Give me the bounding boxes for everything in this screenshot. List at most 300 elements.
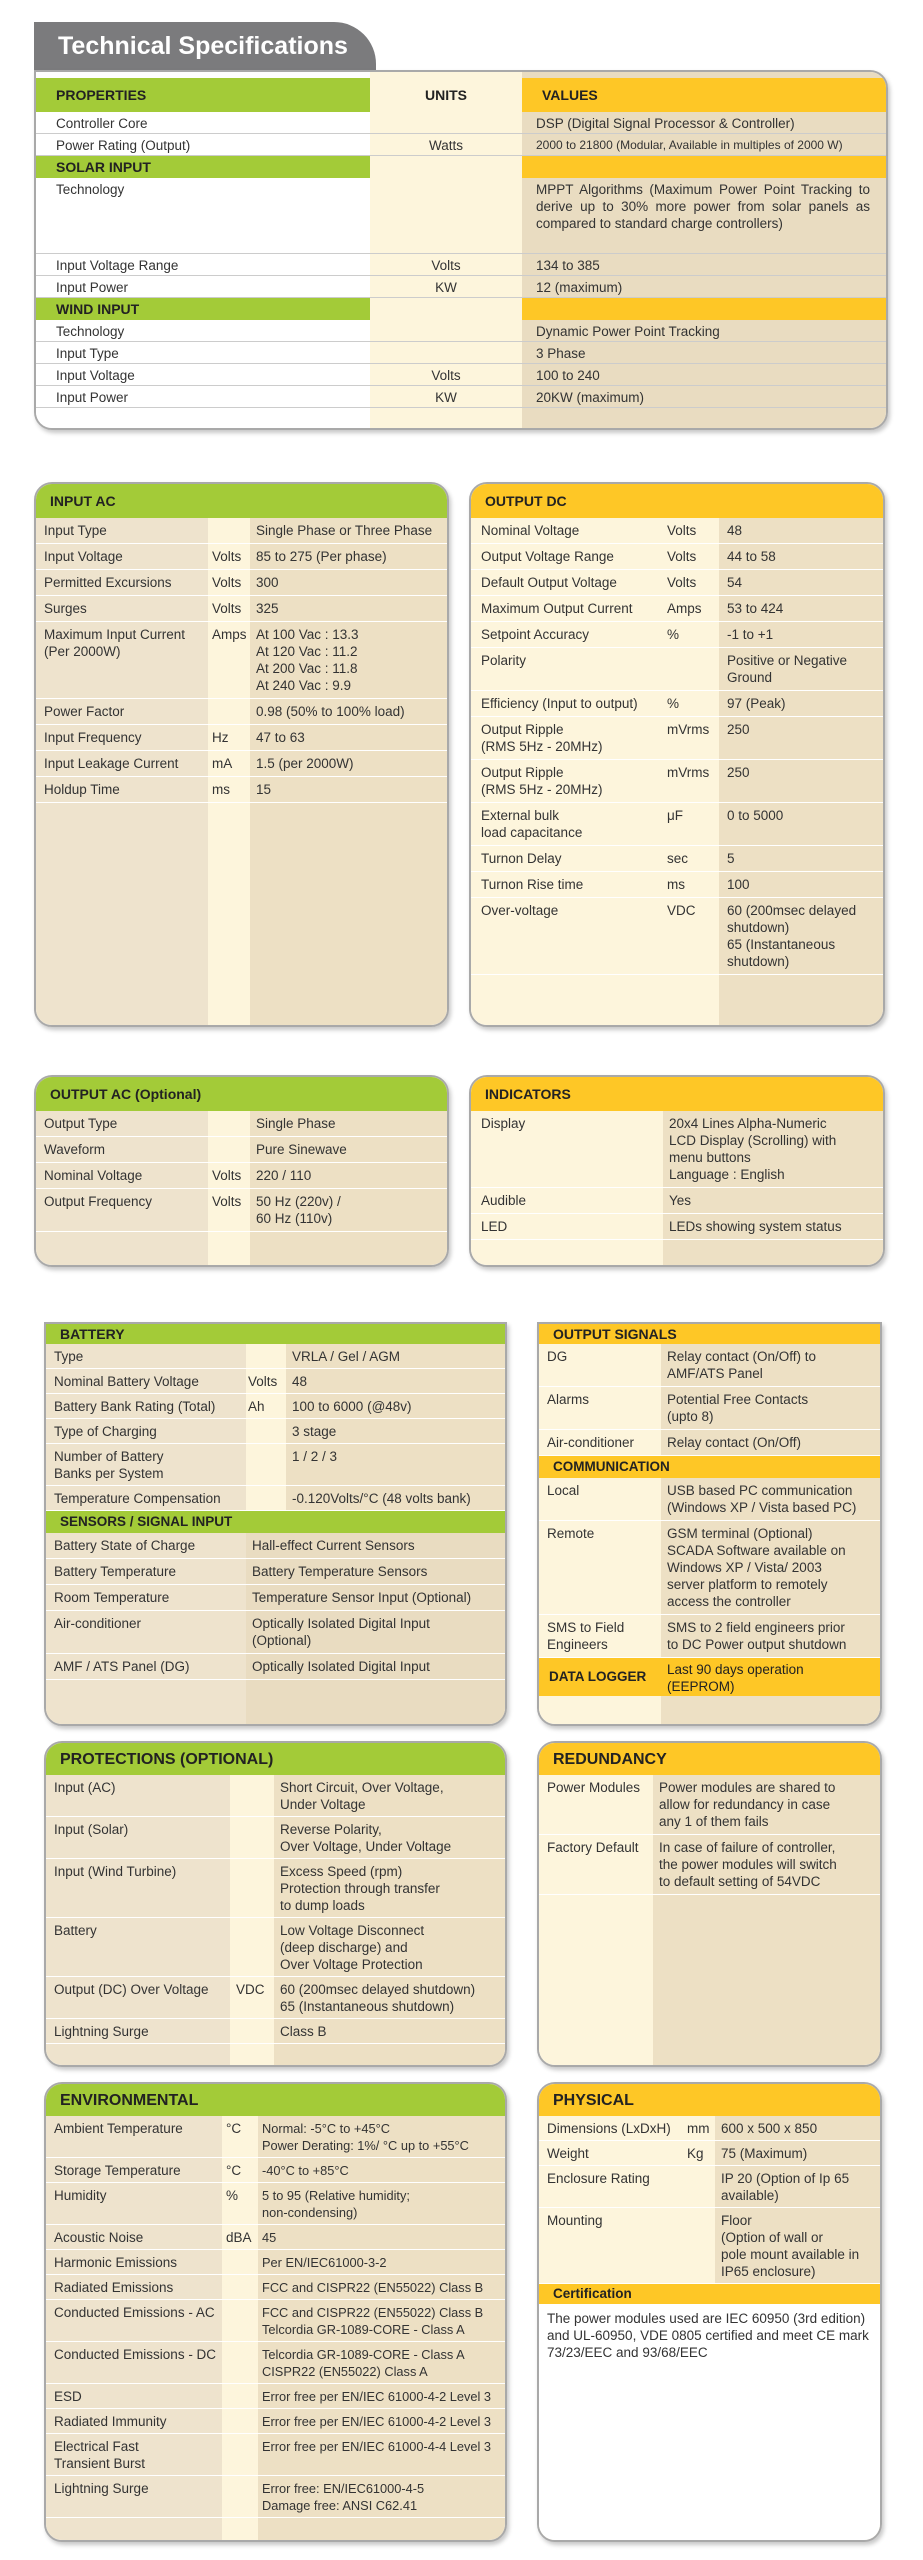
cell-v: VRLA / Gel / AGM bbox=[292, 1349, 401, 1364]
spec-row bbox=[46, 2116, 505, 2158]
cell-u: Volts bbox=[212, 575, 242, 590]
cell-u: Ah bbox=[248, 1399, 265, 1414]
spec-row bbox=[539, 1387, 880, 1430]
cell-v: Low Voltage Disconnect (deep discharge) and Over Voltage Protection bbox=[280, 1923, 425, 1972]
main-spec-table bbox=[34, 70, 888, 430]
section-header: INDICATORS bbox=[471, 1077, 883, 1111]
cell-p: Input (Solar) bbox=[54, 1822, 129, 1837]
spec-row bbox=[36, 1111, 447, 1137]
spec-row bbox=[46, 1977, 505, 2019]
cell-property: Technology bbox=[56, 324, 125, 339]
cell-v: Error free per EN/IEC 61000-4-4 Level 3 bbox=[262, 2439, 492, 2454]
cell-v: 44 to 58 bbox=[727, 549, 776, 564]
cell-p: Waveform bbox=[44, 1142, 106, 1157]
cell-p: Maximum Input Current (Per 2000W) bbox=[44, 627, 186, 659]
section-spacer bbox=[522, 156, 886, 178]
cell-v: GSM terminal (Optional) SCADA Software available on Windows XP / Vista/ 2003 server platform to remotely access the controller bbox=[667, 1526, 846, 1609]
cell-property: Input Voltage Range bbox=[56, 258, 179, 273]
spec-row bbox=[36, 596, 447, 622]
cell-p: Alarms bbox=[547, 1392, 590, 1407]
cell-property: Input Type bbox=[56, 346, 119, 361]
cell-v: Single Phase bbox=[256, 1116, 336, 1131]
cell-v: 100 bbox=[727, 877, 750, 892]
spec-row bbox=[471, 518, 883, 544]
cell-units: Volts bbox=[431, 258, 461, 273]
cell-u: Kg bbox=[687, 2146, 704, 2161]
cell-u: % bbox=[667, 696, 680, 711]
section-header: OUTPUT AC (Optional) bbox=[36, 1077, 447, 1111]
cell-v: 20x4 Lines Alpha-Numeric LCD Display (Scrolling) with menu buttons Language : English bbox=[669, 1116, 837, 1182]
cell-p: Output Type bbox=[44, 1116, 118, 1131]
spec-row bbox=[36, 570, 447, 596]
spec-row bbox=[46, 1344, 505, 1369]
cell-p: Setpoint Accuracy bbox=[481, 627, 590, 642]
spec-row bbox=[36, 1137, 447, 1163]
spec-row bbox=[471, 1188, 883, 1214]
spec-row bbox=[539, 2166, 880, 2208]
section-header: INPUT AC bbox=[36, 484, 447, 518]
cell-p: Harmonic Emissions bbox=[54, 2255, 178, 2270]
cell-p: Permitted Excursions bbox=[44, 575, 172, 590]
cell-p: Default Output Voltage bbox=[481, 575, 617, 590]
cell-value: Dynamic Power Point Tracking bbox=[536, 324, 720, 339]
cell-u: Amps bbox=[212, 627, 247, 642]
cell-v: 600 x 500 x 850 bbox=[721, 2121, 818, 2136]
cell-p: Output Frequency bbox=[44, 1194, 153, 1209]
spec-row bbox=[539, 2141, 880, 2166]
cell-p: Battery State of Charge bbox=[54, 1538, 196, 1553]
spec-row bbox=[539, 1615, 880, 1658]
cell-p: Display bbox=[481, 1116, 526, 1131]
cell-u: % bbox=[226, 2188, 239, 2203]
cell-v: 48 bbox=[292, 1374, 308, 1389]
cell-p: Power Factor bbox=[44, 704, 125, 719]
cell-u: Volts bbox=[667, 523, 697, 538]
cell-p: AMF / ATS Panel (DG) bbox=[54, 1659, 190, 1674]
cell-p: Input Leakage Current bbox=[44, 756, 179, 771]
cell-v: Telcordia GR-1089-CORE - Class A CISPR22 (EN55022) Class A bbox=[262, 2347, 465, 2379]
cell-p: Output Ripple (RMS 5Hz - 20MHz) bbox=[481, 722, 603, 754]
cell-p: Factory Default bbox=[547, 1840, 639, 1855]
cell-v: Optically Isolated Digital Input bbox=[252, 1659, 430, 1674]
spec-row bbox=[539, 2116, 880, 2141]
cell-p: Turnon Rise time bbox=[481, 877, 584, 892]
cell-u: VDC bbox=[236, 1982, 265, 1997]
spec-row bbox=[471, 846, 883, 872]
cell-u: Volts bbox=[212, 601, 242, 616]
spec-row bbox=[36, 518, 447, 544]
cell-v: USB based PC communication (Windows XP / Vista based PC) bbox=[667, 1483, 857, 1515]
cell-u: Volts bbox=[212, 1194, 242, 1209]
section-header: REDUNDANCY bbox=[539, 1743, 880, 1775]
spec-row bbox=[46, 1419, 505, 1444]
spec-row bbox=[471, 544, 883, 570]
section-label: WIND INPUT bbox=[36, 298, 370, 320]
cell-v: Relay contact (On/Off) bbox=[667, 1435, 802, 1450]
spec-row bbox=[46, 1559, 505, 1585]
cell-p: Holdup Time bbox=[44, 782, 120, 797]
cell-value: 3 Phase bbox=[536, 346, 586, 361]
cell-v: 45 bbox=[262, 2230, 277, 2245]
cell-v: 54 bbox=[727, 575, 743, 590]
cell-p: Humidity bbox=[54, 2188, 107, 2203]
cell-v: Temperature Sensor Input (Optional) bbox=[252, 1590, 472, 1605]
cell-v: 48 bbox=[727, 523, 743, 538]
cell-p: Acoustic Noise bbox=[54, 2230, 144, 2245]
cell-property: Input Power bbox=[56, 280, 129, 295]
cell-u: Hz bbox=[212, 730, 229, 745]
cell-value: 2000 to 21800 (Modular, Available in multiples of 2000 W) bbox=[536, 138, 843, 152]
cell-p: Weight bbox=[547, 2146, 589, 2161]
cell-v: 250 bbox=[727, 765, 750, 780]
cell-u: mVrms bbox=[667, 722, 710, 737]
cell-p: Input (AC) bbox=[54, 1780, 116, 1795]
environmental-panel bbox=[44, 2082, 507, 2542]
cell-p: Nominal Voltage bbox=[481, 523, 580, 538]
cell-p: Nominal Voltage bbox=[44, 1168, 143, 1183]
cell-u: Volts bbox=[667, 575, 697, 590]
spec-row bbox=[36, 320, 886, 342]
spec-row bbox=[46, 2434, 505, 2476]
cell-p: Room Temperature bbox=[54, 1590, 170, 1605]
spec-row bbox=[46, 1817, 505, 1859]
cell-u: mm bbox=[687, 2121, 710, 2136]
cell-u: °C bbox=[226, 2121, 242, 2136]
battery-panel bbox=[44, 1322, 507, 1726]
cell-u: Volts bbox=[212, 1168, 242, 1183]
spec-row bbox=[46, 2342, 505, 2384]
cell-p: Air-conditioner bbox=[547, 1435, 635, 1450]
spec-row bbox=[46, 1533, 505, 1559]
section-spacer bbox=[370, 156, 522, 178]
output-ac-panel bbox=[34, 1075, 449, 1267]
cell-p: Air-conditioner bbox=[54, 1616, 142, 1631]
spec-row bbox=[539, 1478, 880, 1521]
spec-row bbox=[46, 2275, 505, 2300]
spec-row bbox=[36, 699, 447, 725]
spec-row bbox=[36, 1189, 447, 1232]
cell-p: Electrical Fast Transient Burst bbox=[54, 2439, 146, 2471]
cell-p: SMS to Field Engineers bbox=[547, 1620, 625, 1652]
output-dc-panel bbox=[469, 482, 885, 1027]
section-header: Certification bbox=[539, 2284, 880, 2304]
cell-p: Input Voltage bbox=[44, 549, 123, 564]
cell-v: FCC and CISPR22 (EN55022) Class B Telcordia GR-1089-CORE - Class A bbox=[262, 2305, 484, 2337]
cell-v: Single Phase or Three Phase bbox=[256, 523, 433, 538]
page-title: Technical Specifications bbox=[34, 22, 376, 72]
spec-row bbox=[471, 803, 883, 846]
spec-row bbox=[36, 725, 447, 751]
cell-p: LED bbox=[481, 1219, 508, 1234]
section-header: OUTPUT DC bbox=[471, 484, 883, 518]
input-ac-panel bbox=[34, 482, 449, 1027]
protections-panel bbox=[44, 1741, 507, 2067]
cell-v: Positive or Negative Ground bbox=[727, 653, 848, 685]
spec-row bbox=[36, 386, 886, 408]
cell-p: Type of Charging bbox=[54, 1424, 157, 1439]
cell-v: 53 to 424 bbox=[727, 601, 784, 616]
cell-v: 250 bbox=[727, 722, 750, 737]
cell-value: MPPT Algorithms (Maximum Power Point Tracking to derive up to 30% more power from solar panels as compared to standard charge controllers) bbox=[536, 182, 870, 231]
cell-v: 60 (200msec delayed shutdown) 65 (Instantaneous shutdown) bbox=[727, 903, 857, 969]
spec-row bbox=[471, 570, 883, 596]
spec-row bbox=[46, 1486, 505, 1511]
spec-row bbox=[36, 342, 886, 364]
spec-row bbox=[36, 254, 886, 276]
section-spacer bbox=[522, 298, 886, 320]
cell-units: Volts bbox=[431, 368, 461, 383]
cell-v: Floor (Option of wall or pole mount available in IP65 enclosure) bbox=[721, 2213, 860, 2279]
cell-u: Amps bbox=[667, 601, 702, 616]
spec-row bbox=[46, 2225, 505, 2250]
section-header-label: DATA LOGGER bbox=[549, 1669, 647, 1684]
cell-v: Short Circuit, Over Voltage, Under Voltage bbox=[280, 1780, 444, 1812]
cell-v: Pure Sinewave bbox=[256, 1142, 347, 1157]
cell-v: Hall-effect Current Sensors bbox=[252, 1538, 415, 1553]
cell-u: ms bbox=[667, 877, 685, 892]
cell-p: Over-voltage bbox=[481, 903, 559, 918]
spec-row bbox=[539, 2208, 880, 2284]
cell-v: 3 stage bbox=[292, 1424, 337, 1439]
cell-p: Type bbox=[54, 1349, 84, 1364]
spec-row bbox=[471, 898, 883, 975]
section-label: SOLAR INPUT bbox=[36, 156, 370, 178]
cell-v: 0 to 5000 bbox=[727, 808, 784, 823]
cell-v: Optically Isolated Digital Input (Optional) bbox=[252, 1616, 430, 1648]
spec-row bbox=[471, 1214, 883, 1240]
cell-v: Per EN/IEC61000-3-2 bbox=[262, 2255, 387, 2270]
cell-u: dBA bbox=[226, 2230, 252, 2245]
cell-property: Input Voltage bbox=[56, 368, 135, 383]
spec-row bbox=[36, 751, 447, 777]
spec-row bbox=[539, 1775, 880, 1835]
section-spacer bbox=[370, 298, 522, 320]
cell-v: Error free: EN/IEC61000-4-5 Damage free: ANSI C62.41 bbox=[262, 2481, 425, 2513]
section-header: BATTERY bbox=[46, 1324, 505, 1344]
cell-v: Class B bbox=[280, 2024, 327, 2039]
spec-row bbox=[471, 691, 883, 717]
cell-p: Radiated Emissions bbox=[54, 2280, 174, 2295]
spec-row bbox=[471, 622, 883, 648]
cell-u: mVrms bbox=[667, 765, 710, 780]
cell-p: Maximum Output Current bbox=[481, 601, 633, 616]
cell-p: Power Modules bbox=[547, 1780, 641, 1795]
cell-v: 300 bbox=[256, 575, 279, 590]
cell-v: Error free per EN/IEC 61000-4-2 Level 3 bbox=[262, 2389, 492, 2404]
cell-p: Input Frequency bbox=[44, 730, 142, 745]
cell-v: Yes bbox=[669, 1193, 692, 1208]
spec-row bbox=[46, 1369, 505, 1394]
spec-row bbox=[46, 2250, 505, 2275]
values-header: VALUES bbox=[542, 87, 598, 103]
cell-p: Storage Temperature bbox=[54, 2163, 181, 2178]
spec-row bbox=[46, 1859, 505, 1918]
cell-value: 100 to 240 bbox=[536, 368, 600, 383]
cell-p: Input (Wind Turbine) bbox=[54, 1864, 177, 1879]
spec-row bbox=[46, 1394, 505, 1419]
cell-v: -0.120Volts/°C (48 volts bank) bbox=[292, 1491, 471, 1506]
cell-p: Conducted Emissions - DC bbox=[54, 2347, 217, 2362]
cell-v: FCC and CISPR22 (EN55022) Class B bbox=[262, 2280, 484, 2295]
spec-row bbox=[471, 648, 883, 691]
cell-p: ESD bbox=[54, 2389, 82, 2404]
cell-units: Watts bbox=[428, 138, 463, 153]
cell-v: Battery Temperature Sensors bbox=[252, 1564, 428, 1579]
cell-u: Volts bbox=[248, 1374, 278, 1389]
properties-header: PROPERTIES bbox=[56, 87, 147, 103]
spec-row bbox=[46, 2158, 505, 2183]
cell-p: Surges bbox=[44, 601, 87, 616]
cell-p: Local bbox=[547, 1483, 580, 1498]
cell-v: 47 to 63 bbox=[256, 730, 305, 745]
cell-v: -1 to +1 bbox=[727, 627, 774, 642]
spec-row bbox=[471, 717, 883, 760]
cell-units: KW bbox=[435, 280, 457, 295]
cell-v: Potential Free Contacts (upto 8) bbox=[667, 1392, 809, 1424]
cell-v: -40°C to +85°C bbox=[262, 2163, 349, 2178]
cell-value: DSP (Digital Signal Processor & Controller) bbox=[536, 116, 795, 131]
section-header bbox=[539, 1658, 880, 1696]
cell-v: Reverse Polarity, Over Voltage, Under Voltage bbox=[280, 1822, 452, 1854]
spec-row bbox=[36, 112, 886, 134]
cell-v: LEDs showing system status bbox=[669, 1219, 842, 1234]
section-header: COMMUNICATION bbox=[539, 1456, 880, 1478]
cell-v: 100 to 6000 (@48v) bbox=[292, 1399, 412, 1414]
spec-row bbox=[36, 134, 886, 156]
cell-v: In case of failure of controller, the power modules will switch to default setting of 54VDC bbox=[659, 1840, 837, 1889]
spec-row bbox=[46, 1585, 505, 1611]
cell-p: Output Voltage Range bbox=[481, 549, 614, 564]
spec-row bbox=[36, 622, 447, 699]
spec-row bbox=[46, 2019, 505, 2044]
section-row bbox=[36, 156, 886, 178]
indicators-panel bbox=[469, 1075, 885, 1267]
cell-p: Ambient Temperature bbox=[54, 2121, 183, 2136]
cell-v: 220 / 110 bbox=[256, 1168, 312, 1183]
cell-v: 97 (Peak) bbox=[727, 696, 786, 711]
cell-units: KW bbox=[435, 390, 457, 405]
spec-row bbox=[46, 2300, 505, 2342]
spec-row bbox=[471, 872, 883, 898]
cell-v: Power modules are shared to allow for redundancy in case any 1 of them fails bbox=[659, 1780, 836, 1829]
spec-row bbox=[539, 1835, 880, 1895]
cell-p: Remote bbox=[547, 1526, 595, 1541]
section-header: OUTPUT SIGNALS bbox=[539, 1324, 880, 1344]
section-header: PROTECTIONS (OPTIONAL) bbox=[46, 1743, 505, 1775]
cell-v: 75 (Maximum) bbox=[721, 2146, 808, 2161]
spec-row bbox=[46, 2183, 505, 2225]
cell-u: μF bbox=[667, 808, 684, 823]
physical-panel bbox=[537, 2082, 882, 2542]
certification-text: The power modules used are IEC 60950 (3rd edition) and UL-60950, VDE 0805 certified and meet CE mark 73/23/EEC and 93/68/EEC bbox=[547, 2311, 869, 2360]
cell-v: 1 / 2 / 3 bbox=[292, 1449, 338, 1464]
cell-p: Efficiency (Input to output) bbox=[481, 696, 638, 711]
cell-p: Output (DC) Over Voltage bbox=[54, 1982, 209, 1997]
cell-p: Audible bbox=[481, 1193, 527, 1208]
cell-u: ms bbox=[212, 782, 230, 797]
cell-p: External bulk load capacitance bbox=[481, 808, 583, 840]
spec-row bbox=[36, 777, 447, 803]
spec-row bbox=[46, 2476, 505, 2518]
cell-v: 0.98 (50% to 100% load) bbox=[256, 704, 405, 719]
cell-value: 12 (maximum) bbox=[536, 280, 623, 295]
cell-p: Temperature Compensation bbox=[54, 1491, 221, 1506]
cell-property: Power Rating (Output) bbox=[56, 138, 191, 153]
cell-p: Enclosure Rating bbox=[547, 2171, 650, 2186]
spec-row bbox=[36, 1163, 447, 1189]
cell-p: Output Ripple (RMS 5Hz - 20MHz) bbox=[481, 765, 603, 797]
cell-u: Volts bbox=[667, 549, 697, 564]
cell-value: 134 to 385 bbox=[536, 258, 600, 273]
cell-p: Battery bbox=[54, 1923, 97, 1938]
section-row bbox=[36, 298, 886, 320]
cell-v: 5 bbox=[727, 851, 735, 866]
cell-u: mA bbox=[212, 756, 233, 771]
main-table-header bbox=[36, 78, 886, 112]
cell-v: 325 bbox=[256, 601, 279, 616]
cell-p: Conducted Emissions - AC bbox=[54, 2305, 215, 2320]
section-header: PHYSICAL bbox=[539, 2084, 880, 2116]
cell-v: At 100 Vac : 13.3 At 120 Vac : 11.2 At 200 Vac : 11.8 At 240 Vac : 9.9 bbox=[256, 627, 359, 693]
spec-row bbox=[46, 1654, 505, 1680]
cell-p: Turnon Delay bbox=[481, 851, 562, 866]
cell-p: Lightning Surge bbox=[54, 2481, 149, 2496]
spec-row bbox=[539, 1344, 880, 1387]
cell-p: Radiated Immunity bbox=[54, 2414, 167, 2429]
cell-p: Battery Temperature bbox=[54, 1564, 177, 1579]
spec-row bbox=[36, 544, 447, 570]
spec-row bbox=[46, 2409, 505, 2434]
cell-property: Controller Core bbox=[56, 116, 148, 131]
spec-row bbox=[46, 2384, 505, 2409]
cell-v: Relay contact (On/Off) to AMF/ATS Panel bbox=[667, 1349, 817, 1381]
spec-row bbox=[36, 364, 886, 386]
cell-v: SMS to 2 field engineers prior to DC Power output shutdown bbox=[667, 1620, 847, 1652]
section-header: SENSORS / SIGNAL INPUT bbox=[46, 1511, 505, 1533]
cell-u: % bbox=[667, 627, 680, 642]
spec-row bbox=[36, 178, 886, 254]
cell-v: Error free per EN/IEC 61000-4-2 Level 3 bbox=[262, 2414, 492, 2429]
spec-row bbox=[46, 1775, 505, 1817]
spec-row bbox=[471, 596, 883, 622]
spec-row bbox=[46, 1611, 505, 1654]
units-header: UNITS bbox=[425, 87, 467, 103]
cell-p: Mounting bbox=[547, 2213, 603, 2228]
cell-v: 5 to 95 (Relative humidity; non-condensing) bbox=[262, 2188, 410, 2220]
cell-p: DG bbox=[547, 1349, 568, 1364]
cell-p: Lightning Surge bbox=[54, 2024, 149, 2039]
redundancy-panel bbox=[537, 1741, 882, 2067]
cell-v: Excess Speed (rpm) Protection through transfer to dump loads bbox=[280, 1864, 440, 1913]
cell-u: sec bbox=[667, 851, 689, 866]
cell-v: IP 20 (Option of Ip 65 available) bbox=[721, 2171, 850, 2203]
spec-row bbox=[539, 1430, 880, 1456]
cell-u: °C bbox=[226, 2163, 242, 2178]
cell-property: Input Power bbox=[56, 390, 129, 405]
section-header: ENVIRONMENTAL bbox=[46, 2084, 505, 2116]
cell-p: Dimensions (LxDxH) bbox=[547, 2121, 671, 2136]
cell-u: Volts bbox=[212, 549, 242, 564]
spec-row bbox=[46, 1918, 505, 1977]
cell-p: Nominal Battery Voltage bbox=[54, 1374, 199, 1389]
cell-v: 1.5 (per 2000W) bbox=[256, 756, 354, 771]
cell-v: 60 (200msec delayed shutdown) 65 (Instantaneous shutdown) bbox=[280, 1982, 476, 2014]
cell-p: Battery Bank Rating (Total) bbox=[54, 1399, 216, 1414]
output-signals-panel bbox=[537, 1322, 882, 1726]
cell-p: Polarity bbox=[481, 653, 527, 668]
cell-v: 85 to 275 (Per phase) bbox=[256, 549, 387, 564]
spec-row bbox=[471, 1111, 883, 1188]
